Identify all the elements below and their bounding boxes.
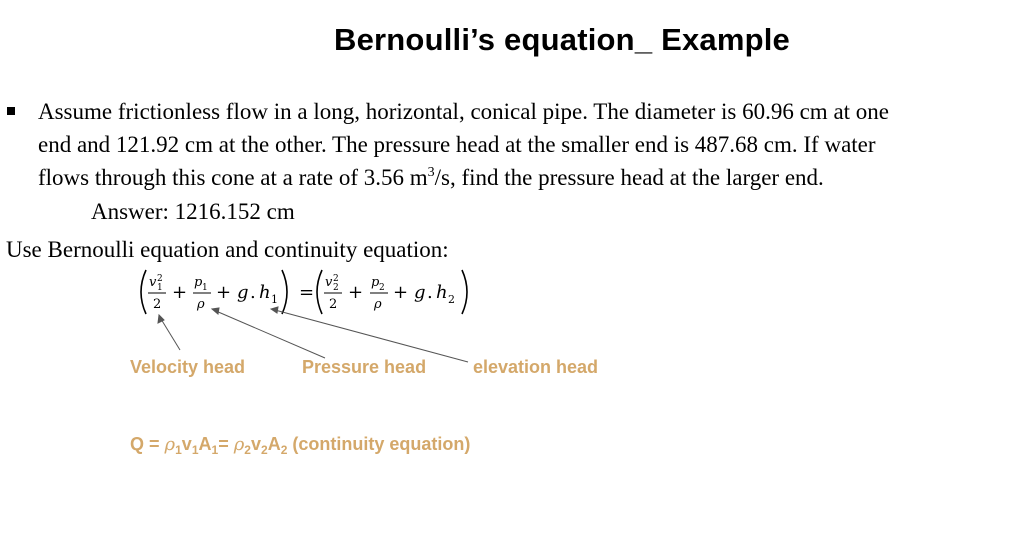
problem-line-1: Assume frictionless flow in a long, horizontal, conical pipe. The diameter is 60.96 cm at one: [38, 99, 889, 124]
svg-text:1: 1: [157, 283, 163, 293]
svg-text:g: g: [414, 282, 426, 303]
elevation-head-label: elevation head: [473, 357, 599, 377]
instruction-text: Use Bernoulli equation and continuity equation:: [6, 237, 449, 262]
svg-text:ρ: ρ: [374, 297, 382, 312]
svg-text:1: 1: [202, 283, 208, 293]
svg-text:v: v: [325, 275, 333, 290]
svg-text:ρ: ρ: [197, 297, 205, 312]
svg-text:g: g: [237, 282, 249, 303]
svg-text:h: h: [259, 282, 271, 303]
svg-text:+: +: [216, 282, 232, 303]
elevation-arrow: [275, 310, 468, 362]
page-title: Bernoulli’s equation_ Example: [334, 22, 790, 57]
svg-text:.: .: [427, 282, 433, 303]
svg-text:2: 2: [153, 297, 162, 312]
svg-text:+: +: [172, 282, 188, 303]
answer-text: Answer: 1216.152 cm: [91, 199, 295, 224]
svg-text:=: =: [299, 282, 315, 303]
svg-text:p: p: [371, 275, 380, 290]
svg-text:2: 2: [333, 274, 339, 284]
pressure-head-label: Pressure head: [302, 357, 427, 377]
velocity-head-label: Velocity head: [130, 357, 246, 377]
velocity-arrow: [161, 319, 180, 350]
svg-text:2: 2: [157, 274, 163, 284]
svg-text:p: p: [194, 275, 203, 290]
svg-text:+: +: [393, 282, 409, 303]
svg-text:+: +: [348, 282, 364, 303]
svg-text:2: 2: [379, 283, 385, 293]
svg-text:2: 2: [333, 283, 339, 293]
svg-text:v: v: [149, 275, 157, 290]
svg-text:h: h: [436, 282, 448, 303]
svg-text:2: 2: [448, 293, 455, 306]
pressure-arrow: [216, 311, 325, 358]
svg-text:2: 2: [329, 297, 338, 312]
svg-text:.: .: [250, 282, 256, 303]
problem-line-3: flows through this cone at a rate of 3.56 $m^3/s$, find the pressure head at the larger end.: [38, 165, 824, 190]
svg-text:1: 1: [271, 293, 278, 306]
continuity-equation: $Q = \rho_1v_1A_1= \rho_2v_2A_2$ (continuity equation): [130, 434, 471, 457]
problem-line-2: end and 121.92 cm at the other. The pressure head at the smaller end is 487.68 cm. If water: [38, 132, 876, 157]
